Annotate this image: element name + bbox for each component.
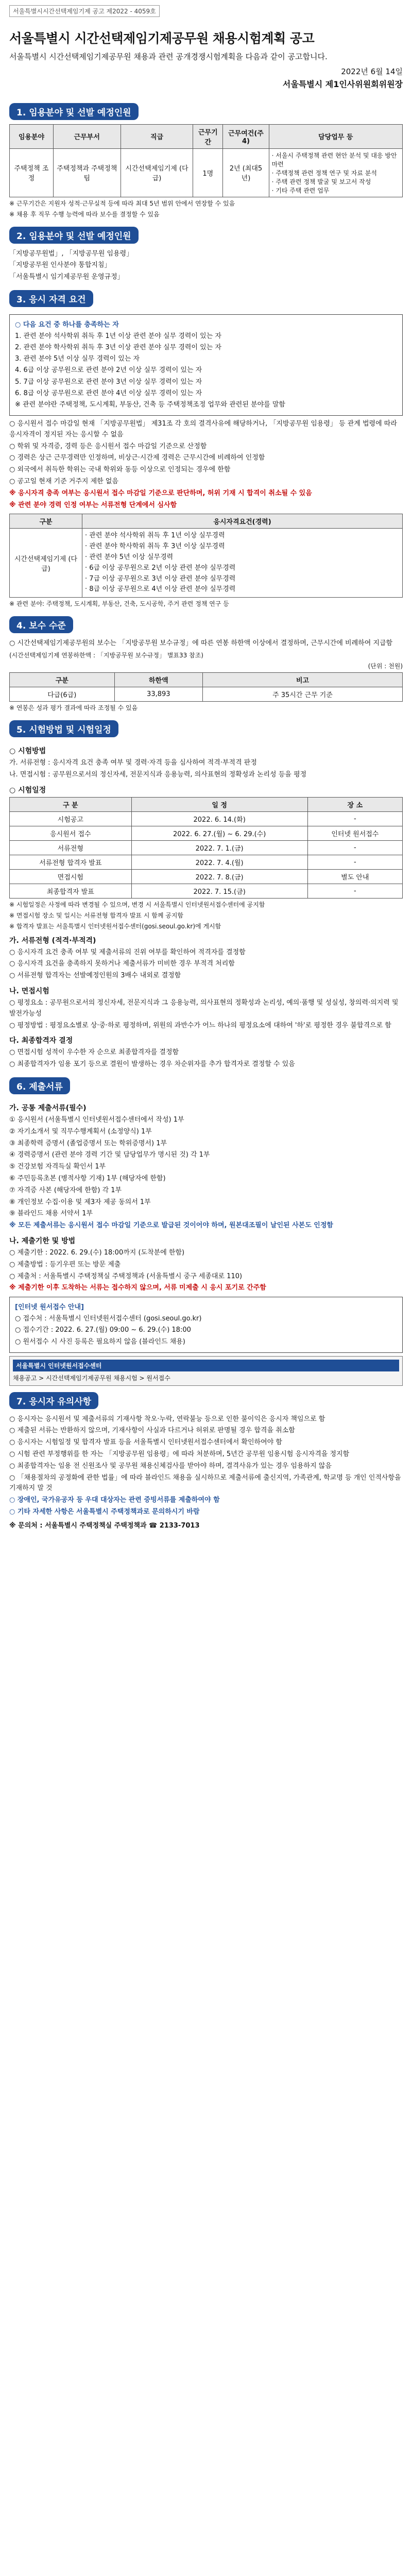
docs-item: ④ 경력증명서 (관련 분야 경력 기간 및 담당업무가 명시된 것) 각 1부 bbox=[9, 1151, 210, 1159]
qualification-line: 4. 6급 이상 공무원으로 관련 분야 2년 이상 실무 경력이 있는 자 bbox=[15, 366, 202, 375]
cell-sched-item: 서류전형 bbox=[10, 840, 132, 855]
cell-pay-min: 33,893 bbox=[114, 687, 202, 701]
online-apply-line: ○ 원서접수 시 사진 등록은 필요하지 않음 (블라인드 채용) bbox=[15, 1337, 185, 1346]
final-decision-item: ○ 최종합격자가 임용 포기 등으로 결원이 발생하는 경우 차순위자를 추가 합격자로 결정할 수 있음 bbox=[9, 1060, 295, 1069]
qualification-line: 3. 관련 분야 5년 이상 실무 경력이 있는 자 bbox=[15, 355, 140, 363]
cell-sched-date: 2022. 7. 8.(금) bbox=[131, 869, 307, 884]
caution-item: ○ 최종합격자는 임용 전 신원조사 및 공무원 채용신체검사를 받아야 하며, 결격사유가 있는 경우 임용하지 않음 bbox=[9, 1462, 332, 1470]
cell-field: 주택정책 조정 bbox=[10, 148, 54, 197]
th-duties: 담당업무 등 bbox=[269, 124, 402, 148]
th-period: 근무기간 bbox=[193, 124, 223, 148]
cell-sched-date: 2022. 7. 4.(월) bbox=[131, 855, 307, 869]
section-5-title: 5. 시험방법 및 시험일정 bbox=[9, 720, 118, 737]
qualification-warning: ※ 응시자격 충족 여부는 응시원서 접수 마감일 기준으로 판단하며, 허위 기재 시 합격이 취소될 수 있음 bbox=[9, 489, 312, 497]
cell-sched-item: 시험공고 bbox=[10, 811, 132, 826]
qualification-extra: ○ 공고일 현재 기준 거주지 제한 없음 bbox=[9, 478, 118, 485]
qualification-extra: ○ 경력은 상근 근무경력만 인정하며, 비상근·시간제 경력은 근무시간에 비례하여 인정함 bbox=[9, 454, 265, 462]
cell-pay-remark: 주 35시간 근무 기준 bbox=[203, 687, 403, 701]
th-pay-min: 하한액 bbox=[114, 672, 202, 687]
table-row bbox=[10, 855, 403, 869]
document-screening-item: ○ 응시자격 요건 충족 여부 및 제출서류의 진위 여부를 확인하여 적격자를 결정함 bbox=[9, 948, 246, 956]
caution-item: ○ 응시자는 응시원서 및 제출서류의 기재사항 착오·누락, 연락불능 등으로 인한 불이익은 응시자 책임으로 함 bbox=[9, 1415, 325, 1423]
table-row bbox=[10, 811, 403, 826]
table-row bbox=[10, 148, 403, 197]
issuing-org: 서울특별시 제1인사위원회위원장 bbox=[282, 79, 403, 89]
table-row bbox=[10, 884, 403, 898]
caution-highlight: ○ 장애인, 국가유공자 등 우대 대상자는 관련 증빙서류를 제출하여야 함 bbox=[9, 1496, 220, 1504]
contact-info: ※ 문의처 : 서울특별시 주택정책실 주택정책과 ☎ 2133-7013 bbox=[9, 1521, 200, 1530]
qualification-warning: ※ 관련 분야 경력 인정 여부는 서류전형 단계에서 심사함 bbox=[9, 501, 177, 509]
cell-qual-type: 시간선택제임기제 (다급) bbox=[10, 529, 82, 598]
online-apply-title: [인터넷 원서접수 안내] bbox=[15, 1303, 84, 1312]
schedule-note: ※ 합격자 발표는 서울특별시 인터넷원서접수센터(gosi.seoul.go.kr)에 게시함 bbox=[9, 922, 221, 930]
docs-common-title: 가. 공통 제출서류(필수) bbox=[9, 1104, 87, 1112]
docs-item: ③ 최종학력 증명서 (졸업증명서 또는 학위증명서) 1부 bbox=[9, 1139, 167, 1147]
docs-item: ① 응시원서 (서울특별시 인터넷원서접수센터에서 작성) 1부 bbox=[9, 1115, 184, 1124]
th-conditions: 근무여건(주4) bbox=[223, 124, 269, 148]
th-pay-grade: 구분 bbox=[10, 672, 115, 687]
cell-sched-date: 2022. 7. 1.(금) bbox=[131, 840, 307, 855]
qualification-line: 6. 8급 이상 공무원으로 관련 분야 4년 이상 실무 경력이 있는 자 bbox=[15, 389, 202, 397]
method-item: 나. 면접시험 : 공무원으로서의 정신자세, 전문지식과 응용능력, 의사표현의 정확성과 논리성 등을 평정 bbox=[9, 770, 307, 778]
document-screening-title: 가. 서류전형 (적격·부적격) bbox=[9, 936, 96, 945]
section-4-title: 4. 보수 수준 bbox=[9, 616, 73, 633]
docs-item: ⑤ 건강보험 자격득실 확인서 1부 bbox=[9, 1163, 106, 1171]
qualification-box bbox=[9, 314, 403, 416]
law-item: 「지방공무원법」, 「지방공무원 임용령」 bbox=[9, 249, 133, 258]
docs-submit-title: 나. 제출기한 및 방법 bbox=[9, 1236, 76, 1245]
final-decision-item: ○ 면접시험 성적이 우수한 자 순으로 최종합격자를 결정함 bbox=[9, 1048, 179, 1057]
th-qual-type: 구분 bbox=[10, 514, 82, 529]
pay-table bbox=[9, 672, 403, 702]
qualification-line: 2. 관련 분야 학사학위 취득 후 3년 이상 관련 분야 실무 경력이 있는 자 bbox=[15, 344, 221, 352]
cell-duties: · 서울시 주택정책 관련 현안 분석 및 대응 방안 마련 · 주택정책 관련 정책 연구 및 자료 분석 · 주택 관련 정책 발굴 및 보고서 작성 · 기타 주택 관련 업무 bbox=[269, 148, 402, 197]
table-row bbox=[10, 687, 403, 701]
docs-item: ⑦ 자격증 사본 (해당자에 한함) 각 1부 bbox=[9, 1186, 122, 1194]
positions-table bbox=[9, 124, 403, 197]
cell-qual-req: · 관련 분야 석사학위 취득 후 1년 이상 실무경력 · 관련 분야 학사학위 취득 후 3년 이상 실무경력 · 관련 분야 5년 이상 실무경력 · 6급 이상 공무원으로 2년 이상 관련 분야 실무경력 · 7급 이상 공무원으로 3년 이상 관련 분야 실무경력 · 8급 이상 공무원으로 4년 이상 관련 분야 실무경력 bbox=[82, 529, 403, 598]
table-row bbox=[10, 529, 403, 598]
th-grade: 직급 bbox=[121, 124, 193, 148]
cell-sched-date: 2022. 7. 15.(금) bbox=[131, 884, 307, 898]
intro-text: 서울특별시 시간선택제임기제공무원 채용과 관련 공개경쟁시험계획을 다음과 같이 공고합니다. bbox=[9, 52, 328, 61]
cell-sched-item: 최종합격자 발표 bbox=[10, 884, 132, 898]
th-field: 임용분야 bbox=[10, 124, 54, 148]
caution-item: ○ 제출된 서류는 반환하지 않으며, 기재사항이 사실과 다르거나 허위로 판명될 경우 합격을 취소함 bbox=[9, 1427, 295, 1435]
announcement-date: 2022년 6월 14일 bbox=[341, 66, 403, 76]
cell-period: 2년 (최대5년) bbox=[223, 148, 269, 197]
law-item: 「지방공무원 인사분야 통합지침」 bbox=[9, 261, 111, 269]
sec1-note-1: ※ 근무기간은 지원자 성적·근무실적 등에 따라 최대 5년 범위 안에서 연장할 수 있음 bbox=[9, 199, 235, 207]
qualification-table bbox=[9, 514, 403, 598]
schedule-title: ○ 시험일정 bbox=[9, 786, 46, 794]
qualification-note: ※ 관련 분야란 주택정책, 도시계획, 부동산, 건축 등 주택정책조정 업무와 관련된 분야를 말함 bbox=[15, 400, 285, 409]
cell-sched-item: 서류전형 합격자 발표 bbox=[10, 855, 132, 869]
final-decision-title: 다. 최종합격자 결정 bbox=[9, 1037, 73, 1045]
th-pay-remark: 비고 bbox=[203, 672, 403, 687]
cell-count: 1명 bbox=[193, 148, 223, 197]
online-apply-line: ○ 접수처 : 서울특별시 인터넷원서접수센터 (gosi.seoul.go.kr) bbox=[15, 1315, 202, 1323]
section-7-title: 7. 응시자 유의사항 bbox=[9, 1392, 98, 1409]
online-apply-line: ○ 접수기간 : 2022. 6. 27.(월) 09:00 ~ 6. 29.(수) 18:00 bbox=[15, 1326, 191, 1334]
pay-note: (시간선택제임기제 연봉하한액 : 「지방공무원 보수규정」 별표33 참조) bbox=[9, 651, 203, 659]
table-row bbox=[10, 869, 403, 884]
qualification-lead: ○ 다음 요건 중 하나를 충족하는 자 bbox=[15, 320, 119, 329]
interview-item: ○ 평정요소 : 공무원으로서의 정신자세, 전문지식과 그 응용능력, 의사표현의 정확성과 논리성, 예의·품행 및 성실성, 창의력·의지력 및 발전가능성 bbox=[9, 998, 399, 1018]
cell-sched-place: - bbox=[307, 840, 402, 855]
pay-text: ○ 시간선택제임기제공무원의 보수는 「지방공무원 보수규정」에 따른 연봉 하한액 이상에서 결정하며, 근무시간에 비례하여 지급함 bbox=[9, 639, 393, 648]
method-lead: ○ 시험방법 bbox=[9, 747, 46, 755]
caution-highlight: ○ 기타 자세한 사항은 서울특별시 주택정책과로 문의하시기 바람 bbox=[9, 1508, 200, 1516]
document-screening-item: ○ 응시자격 요건을 충족하지 못하거나 제출서류가 미비한 경우 부적격 처리함 bbox=[9, 960, 235, 968]
page-title: 서울특별시 시간선택제임기제공무원 채용시험계획 공고 bbox=[9, 31, 315, 46]
table-row bbox=[10, 840, 403, 855]
docs-item: ⑧ 개인정보 수집·이용 및 제3자 제공 동의서 1부 bbox=[9, 1198, 151, 1206]
docs-submit-item: ○ 제출처 : 서울특별시 주택정책실 주택정책과 (서울특별시 중구 세종대로 110) bbox=[9, 1272, 243, 1280]
th-dept: 근무부서 bbox=[53, 124, 121, 148]
cell-sched-item: 응시원서 접수 bbox=[10, 826, 132, 840]
cell-grade: 시간선택제임기제 (다급) bbox=[121, 148, 193, 197]
site-screenshot-bar: 서울특별시 인터넷원서접수센터 bbox=[13, 1360, 399, 1371]
docs-note: ※ 모든 제출서류는 응시원서 접수 마감일 기준으로 발급된 것이어야 하며, 원본대조필이 날인된 사본도 인정함 bbox=[9, 1222, 333, 1230]
interview-title: 나. 면접시험 bbox=[9, 987, 49, 995]
site-screenshot bbox=[9, 1356, 403, 1386]
method-item: 가. 서류전형 : 응시자격 요건 충족 여부 및 경력·자격 등을 심사하여 적격·부적격 판정 bbox=[9, 758, 257, 767]
docs-item: ② 자기소개서 및 직무수행계획서 (소정양식) 1부 bbox=[9, 1127, 152, 1136]
th-qual-req: 응시자격요건(경력) bbox=[82, 514, 403, 529]
qualification-line: 5. 7급 이상 공무원으로 관련 분야 3년 이상 실무 경력이 있는 자 bbox=[15, 378, 202, 386]
caution-item: ○ 「채용절차의 공정화에 관한 법률」에 따라 블라인드 채용을 실시하므로 제출서류에 출신지역, 가족관계, 학교명 등 개인 인적사항을 기재하지 말 것 bbox=[9, 1473, 401, 1493]
pay-unit: (단위 : 천원) bbox=[368, 662, 403, 670]
site-screenshot-path: 채용공고 > 시간선택제임기제공무원 채용시험 > 원서접수 bbox=[13, 1374, 170, 1382]
document-screening-item: ○ 서류전형 합격자는 선발예정인원의 3배수 내외로 결정함 bbox=[9, 972, 181, 980]
cell-sched-place: - bbox=[307, 811, 402, 826]
schedule-note: ※ 시험일정은 사정에 따라 변경될 수 있으며, 변경 시 서울특별시 인터넷원서접수센터에 공지함 bbox=[9, 901, 265, 908]
cell-sched-date: 2022. 6. 27.(월) ~ 6. 29.(수) bbox=[131, 826, 307, 840]
law-item: 「서울특별시 임기제공무원 운영규정」 bbox=[9, 273, 124, 281]
notice-number: 서울특별시시간선택제임기제 공고 제2022 - 4059호 bbox=[9, 5, 160, 17]
interview-item: ○ 평정방법 : 평정요소별로 상·중·하로 평정하며, 위원의 과반수가 어느 하나의 평정요소에 대하여 '하'로 평정한 경우 불합격으로 함 bbox=[9, 1021, 391, 1029]
th-sched-place: 장 소 bbox=[307, 797, 402, 811]
docs-item: ⑨ 블라인드 채용 서약서 1부 bbox=[9, 1210, 93, 1218]
cell-sched-place: - bbox=[307, 884, 402, 898]
qualification-extra: ○ 외국에서 취득한 학위는 국내 학위와 동등 이상으로 인정되는 경우에 한함 bbox=[9, 466, 231, 474]
qualification-line: 1. 관련 분야 석사학위 취득 후 1년 이상 관련 분야 실무 경력이 있는 자 bbox=[15, 332, 221, 341]
docs-warning: ※ 제출기한 이후 도착하는 서류는 접수하지 않으며, 서류 미제출 시 응시 포기로 간주함 bbox=[9, 1284, 266, 1292]
cell-sched-place: 인터넷 원서접수 bbox=[307, 826, 402, 840]
cell-pay-grade: 다급(6급) bbox=[10, 687, 115, 701]
th-sched-date: 일 정 bbox=[131, 797, 307, 811]
docs-item: ⑥ 주민등록초본 (병적사항 기재) 1부 (해당자에 한함) bbox=[9, 1174, 166, 1182]
pay-note-2: ※ 연봉은 성과 평가 결과에 따라 조정될 수 있음 bbox=[9, 704, 138, 711]
section-2-title: 2. 임용분야 및 선발 예정인원 bbox=[9, 227, 139, 244]
qualification-extra: ○ 학위 및 자격증, 경력 등은 응시원서 접수 마감일 기준으로 산정함 bbox=[9, 442, 207, 450]
qualification-table-note: ※ 관련 분야: 주택정책, 도시계획, 부동산, 건축, 도시공학, 주거 관련 정책 연구 등 bbox=[9, 600, 229, 608]
schedule-table bbox=[9, 797, 403, 899]
online-apply-box bbox=[9, 1297, 403, 1353]
cell-sched-date: 2022. 6. 14.(화) bbox=[131, 811, 307, 826]
table-row bbox=[10, 826, 403, 840]
section-6-title: 6. 제출서류 bbox=[9, 1077, 70, 1094]
section-1-title: 1. 임용분야 및 선발 예정인원 bbox=[9, 103, 139, 120]
qualification-extra: ○ 응시원서 접수 마감일 현재 「지방공무원법」 제31조 각 호의 결격사유에 해당하거나, 「지방공무원 임용령」 등 관계 법령에 따라 응시자격이 정지된 자는 응시할 수 없음 bbox=[9, 420, 397, 438]
schedule-note: ※ 면접시험 장소 및 일시는 서류전형 합격자 발표 시 함께 공지함 bbox=[9, 911, 184, 919]
cell-sched-place: 별도 안내 bbox=[307, 869, 402, 884]
th-sched-item: 구 분 bbox=[10, 797, 132, 811]
section-3-title: 3. 응시 자격 요건 bbox=[9, 290, 93, 307]
cell-dept: 주택정책과 주택정책팀 bbox=[53, 148, 121, 197]
caution-item: ○ 시험 관련 부정행위를 한 자는 「지방공무원 임용령」에 따라 처분하며, 5년간 공무원 임용시험 응시자격을 정지함 bbox=[9, 1450, 350, 1459]
sec1-note-2: ※ 채용 후 직무 수행 능력에 따라 보수를 결정할 수 있음 bbox=[9, 210, 160, 218]
cell-sched-item: 면접시험 bbox=[10, 869, 132, 884]
caution-item: ○ 응시자는 시험일정 및 합격자 발표 등을 서울특별시 인터넷원서접수센터에서 확인하여야 함 bbox=[9, 1438, 282, 1447]
docs-submit-item: ○ 제출방법 : 등기우편 또는 방문 제출 bbox=[9, 1260, 121, 1268]
docs-submit-item: ○ 제출기한 : 2022. 6. 29.(수) 18:00까지 (도착분에 한함) bbox=[9, 1248, 185, 1257]
cell-sched-place: - bbox=[307, 855, 402, 869]
